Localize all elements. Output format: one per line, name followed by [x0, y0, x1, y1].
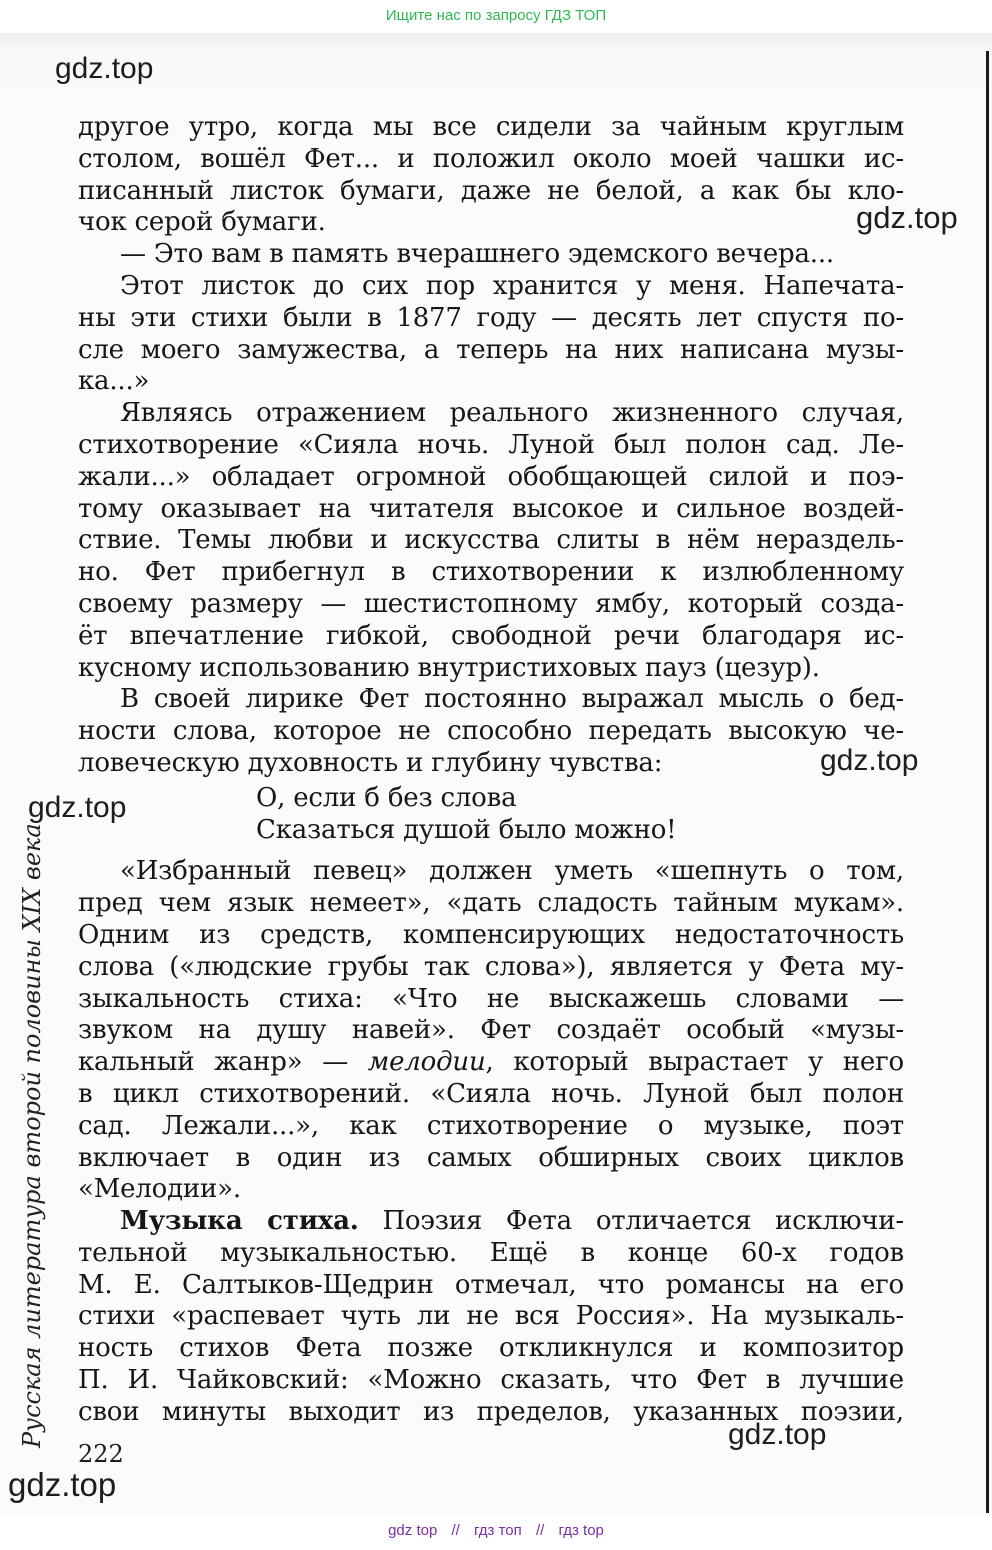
page-edge-shadow [986, 51, 989, 1513]
text-line: но. Фет прибегнул в стихотворении к излюбленному [78, 557, 904, 588]
paragraph [78, 1206, 904, 1429]
book-text [78, 112, 904, 1429]
text-line: кусному использованию внутристиховых пауз (цезур). [78, 652, 820, 683]
text-line: тельной музыкальностью. Ещё в конце 60-х годов [78, 1237, 904, 1268]
footer-link-gdz-top-mixed[interactable]: гдз top [558, 1522, 604, 1539]
text-line: Этот листок до сих пор хранится у меня. Напечата- [120, 270, 904, 301]
footer-separator: // [535, 1522, 545, 1539]
verse-line: Сказаться душой было можно! [256, 814, 677, 845]
text-line: «Избранный певец» должен уметь «шепнуть о том, [120, 856, 904, 887]
paragraph [78, 684, 904, 779]
text-line: ка...» [78, 366, 150, 397]
text-line: своему размеру — шестистопному ямбу, который созда- [78, 588, 904, 619]
text-line: ны эти стихи были в 1877 году — десять лет спустя по- [78, 302, 904, 333]
text-line: писанный листок бумаги, даже не белой, а как бы кло- [78, 175, 904, 206]
text-line: сле моего замужества, а теперь на них написана музы- [78, 334, 904, 365]
text-line: сад. Лежали...», как стихотворение о музыке, поэт [78, 1110, 904, 1141]
watermark-top-left: gdz.top [55, 52, 154, 85]
text-line: Одним из средств, компенсирующих недостаточность [78, 919, 904, 950]
text-line: чок серой бумаги. [78, 207, 326, 238]
text-line: тому оказывает на читателя высокое и сильное воздей- [78, 493, 904, 524]
paragraph [78, 856, 904, 1206]
text-line: пред чем язык немеет», «дать сладость тайным мукам». [78, 888, 904, 919]
promo-banner [0, 0, 992, 33]
footer-links [0, 1522, 992, 1539]
text-line: столом, вошёл Фет... и положил около моей чашки ис- [78, 143, 904, 174]
watermark-right-upper: gdz.top [856, 200, 958, 235]
verse-line: О, если б без слова [256, 782, 517, 813]
text-line: В своей лирике Фет постоянно выражал мысль о бед- [120, 684, 904, 715]
watermark-bottom-right: gdz.top [728, 1418, 827, 1451]
text-line: слова («людские грубы так слова»), является у Фета му- [78, 951, 904, 982]
text-line: в цикл стихотворений. «Сияла ночь. Луной был полон [78, 1078, 904, 1109]
watermark-left-middle: gdz.top [28, 791, 127, 824]
verse-block [256, 783, 904, 847]
text-line: ность стихов Фета позже откликнулся и композитор [78, 1333, 904, 1364]
promo-text: Ищите нас по запросу ГДЗ ТОП [385, 7, 607, 24]
page-number: 222 [78, 1440, 124, 1468]
text-line: свои минуты выходит из пределов, указанных поэзии, [78, 1396, 904, 1427]
text-line: Музыка стиха. Поэзия Фета отличается исключи- [120, 1206, 905, 1237]
paragraph [78, 271, 904, 398]
paragraph [78, 239, 904, 271]
watermark-right-middle: gdz.top [820, 744, 919, 777]
text-line: ствие. Темы любви и искусства слиты в нём нераздель- [78, 525, 904, 556]
text-line: ёт впечатление гибкой, свободной речи благодаря ис- [78, 620, 904, 651]
text-line: включает в один из самых обширных своих циклов [78, 1142, 904, 1173]
footer-link-gdz-top-cyrillic[interactable]: гдз топ [474, 1522, 522, 1539]
text-line: П. И. Чайковский: «Можно сказать, что Фет в лучшие [78, 1365, 904, 1396]
text-line: М. Е. Салтыков-Щедрин отмечал, что романсы на его [78, 1269, 904, 1300]
text-line: Являясь отражением реального жизненного случая, [120, 398, 904, 429]
book-page-scan [0, 33, 992, 1515]
text-line: ловеческую духовность и глубину чувства: [78, 747, 663, 778]
text-line: стихи «распевает чуть ли не вся Россия». На музыкаль- [78, 1301, 904, 1332]
footer-link-gdz-top[interactable]: gdz top [388, 1522, 438, 1539]
text-line: стихотворение «Сияла ночь. Луной был полон сад. Ле- [78, 429, 904, 460]
text-line: «Мелодии». [78, 1174, 241, 1205]
paragraph [78, 112, 904, 239]
text-line: звуком на душу навей». Фет создаёт особый «музы- [78, 1015, 904, 1046]
footer-separator: // [451, 1522, 460, 1539]
text-line: — Это вам в память вчерашнего эдемского вечера... [120, 239, 834, 270]
text-line: зыкальность стиха: «Что не выскажешь словами — [78, 983, 904, 1014]
text-line: кальный жанр» — мелодии, который вырастает у него [78, 1047, 904, 1078]
text-line: другое утро, когда мы все сидели за чайным круглым [78, 112, 904, 142]
text-line: жали...» обладает огромной обобщающей силой и поэ- [78, 461, 904, 492]
text-line: ности слова, которое не способно передать высокую че- [78, 716, 904, 747]
paragraph [78, 398, 904, 684]
watermark-bottom-left: gdz.top [8, 1466, 117, 1503]
sidebar-vertical-title: Русская литература второй половины XIX века [18, 823, 46, 1448]
